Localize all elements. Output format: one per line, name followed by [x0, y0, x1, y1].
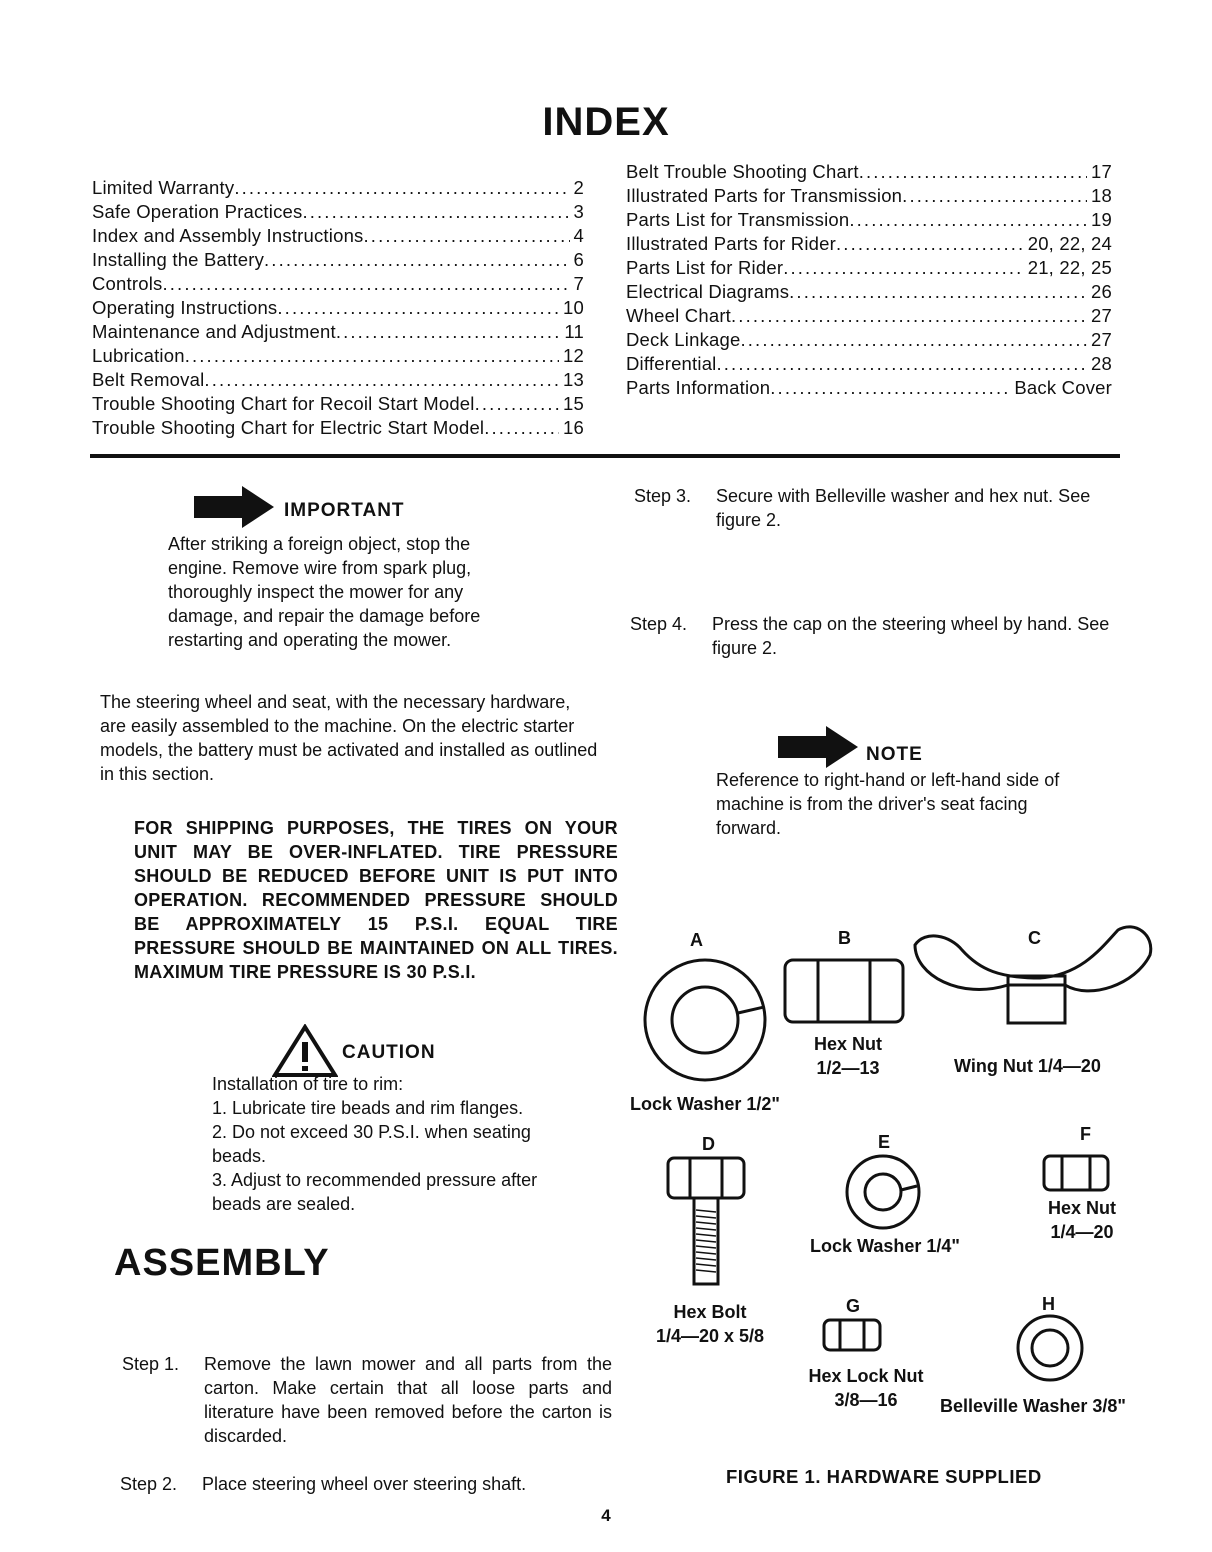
index-entry: Trouble Shooting Chart for Recoil Start Model . . . 15 [92, 392, 584, 416]
lock-washer-half-label: Lock Washer 1/2" [630, 1094, 780, 1114]
page-number: 4 [601, 1506, 611, 1525]
hex-nut-quarter-label: Hex Nut [1047, 1198, 1116, 1218]
step-text: Place steering wheel over steering shaft. [202, 1474, 527, 1494]
index-entry: Illustrated Parts for Transmission . . . 18 [626, 184, 1112, 208]
intro-paragraph: The steering wheel and seat, with the necessary hardware, are easily assembled to the machine. On the electric starter models, the battery must be activated and installed as outlined in this section. [100, 692, 598, 784]
note-label: NOTE [866, 744, 923, 765]
index-entry: Belt Removal . . . 13 [92, 368, 584, 392]
step-number: Step 3. [634, 486, 692, 506]
hex-lock-nut-label: Hex Lock Nut [808, 1366, 924, 1386]
index-entry: Index and Assembly Instructions . . . 4 [92, 224, 584, 248]
index-entry: Parts Information . . . Back Cover [626, 376, 1112, 400]
wing-nut-label: Wing Nut 1/4—20 [954, 1056, 1101, 1076]
step-number: Step 2. [120, 1474, 178, 1494]
index-entry: Maintenance and Adjustment . . . 11 [92, 320, 584, 344]
assembly-step [634, 484, 1134, 532]
section-divider [90, 454, 1120, 458]
index-entry: Electrical Diagrams . . . 26 [626, 280, 1112, 304]
caution-intro: Installation of tire to rim: [212, 1074, 404, 1094]
hex-nut-half-icon [785, 960, 903, 1022]
caution-item: 3. Adjust to recommended pressure after beads are sealed. [212, 1170, 538, 1214]
step-text: Press the cap on the steering wheel by hand. See figure 2. [712, 614, 1110, 658]
arrow-right-icon [194, 486, 274, 528]
figure-caption: FIGURE 1. HARDWARE SUPPLIED [726, 1466, 1042, 1487]
index-entry: Parts List for Rider . . . 21, 22, 25 [626, 256, 1112, 280]
index-entry: Wheel Chart . . . 27 [626, 304, 1112, 328]
hex-nut-half-label: Hex Nut [813, 1034, 882, 1054]
index-entry: Illustrated Parts for Rider . . . 20, 22, 24 [626, 232, 1112, 256]
lock-washer-quarter-label: Lock Washer 1/4" [810, 1236, 960, 1256]
step-text: Secure with Belleville washer and hex nut. See figure 2. [716, 486, 1091, 530]
belleville-washer-label: Belleville Washer 3/8" [940, 1396, 1126, 1416]
arrow-right-icon [778, 726, 858, 768]
hex-nut-quarter-icon [1044, 1156, 1108, 1190]
index-entry: Controls . . . 7 [92, 272, 584, 296]
step-number: Step 1. [122, 1354, 180, 1374]
note-text: Reference to right-hand or left-hand side of machine is from the driver's seat facing forward. [716, 770, 1060, 838]
index-entry: Operating Instructions . . . 10 [92, 296, 584, 320]
hex-lock-nut-size: 3/8—16 [834, 1390, 898, 1410]
hardware-figure [630, 920, 1170, 1440]
step-number: Step 4. [630, 614, 688, 634]
hardware-letter-b: B [838, 928, 851, 948]
caution-item: 2. Do not exceed 30 P.S.I. when seating beads. [212, 1122, 531, 1166]
important-text: After striking a foreign object, stop the engine. Remove wire from spark plug, thoroughly inspect the mower for any damage, and repair the damage before restarting and operating the mower. [168, 534, 481, 650]
index-list-right [626, 160, 1112, 400]
lock-washer-quarter-icon [847, 1156, 919, 1228]
hex-nut-quarter-size: 1/4—20 [1050, 1222, 1114, 1242]
index-entry: Deck Linkage . . . 27 [626, 328, 1112, 352]
step-text: Remove the lawn mower and all parts from the carton. Make certain that all loose parts and literature have been removed before the carton is discarded. [204, 1354, 612, 1446]
index-list-left [92, 176, 584, 440]
hardware-letter-h: H [1042, 1294, 1055, 1314]
hex-bolt-size: 1/4—20 x 5/8 [655, 1326, 765, 1346]
caution-block [212, 1072, 572, 1216]
assembly-step [630, 612, 1130, 660]
hardware-letter-a: A [690, 930, 703, 950]
index-title: INDEX [542, 100, 670, 144]
assembly-title: ASSEMBLY [114, 1242, 330, 1284]
index-entry: Trouble Shooting Chart for Electric Start Model . . . 16 [92, 416, 584, 440]
important-label: IMPORTANT [284, 500, 405, 521]
index-entry: Belt Trouble Shooting Chart . . . 17 [626, 160, 1112, 184]
hex-lock-nut-icon [824, 1320, 880, 1350]
hardware-letter-d: D [702, 1134, 715, 1154]
tire-pressure-notice: FOR SHIPPING PURPOSES, THE TIRES ON YOUR UNIT MAY BE OVER-INFLATED. TIRE PRESSURE SHOULD BE REDUCED BEFORE UNIT IS PUT INTO OPERATION. RECOMMENDED PRESSURE SHOULD BE APPROXIMATELY 15 P.S.I. EQUAL TIRE PRESSURE SHOULD BE MAINTAINED ON ALL TIRES. MAXIMUM TIRE PRESSURE IS 30 P.S.I. [134, 818, 618, 982]
index-entry: Safe Operation Practices . . . 3 [92, 200, 584, 224]
assembly-step [122, 1352, 612, 1448]
hardware-letter-g: G [846, 1296, 861, 1316]
hex-nut-half-size: 1/2—13 [816, 1058, 880, 1078]
warning-triangle-icon [272, 1024, 338, 1078]
hardware-letter-e: E [878, 1132, 891, 1152]
index-entry: Differential . . . 28 [626, 352, 1112, 376]
index-entry: Parts List for Transmission . . . 19 [626, 208, 1112, 232]
index-entry: Limited Warranty . . . 2 [92, 176, 584, 200]
hex-bolt-label: Hex Bolt [673, 1302, 747, 1322]
hardware-letter-c: C [1028, 928, 1041, 948]
assembly-step [120, 1472, 610, 1496]
caution-label: CAUTION [342, 1042, 436, 1063]
index-entry: Lubrication . . . 12 [92, 344, 584, 368]
belleville-washer-icon [1018, 1316, 1082, 1380]
caution-item: 1. Lubricate tire beads and rim flanges. [212, 1098, 524, 1118]
hex-bolt-icon [668, 1158, 744, 1284]
hardware-letter-f: F [1080, 1124, 1091, 1144]
index-entry: Installing the Battery . . . 6 [92, 248, 584, 272]
lock-washer-half-icon [645, 960, 765, 1080]
